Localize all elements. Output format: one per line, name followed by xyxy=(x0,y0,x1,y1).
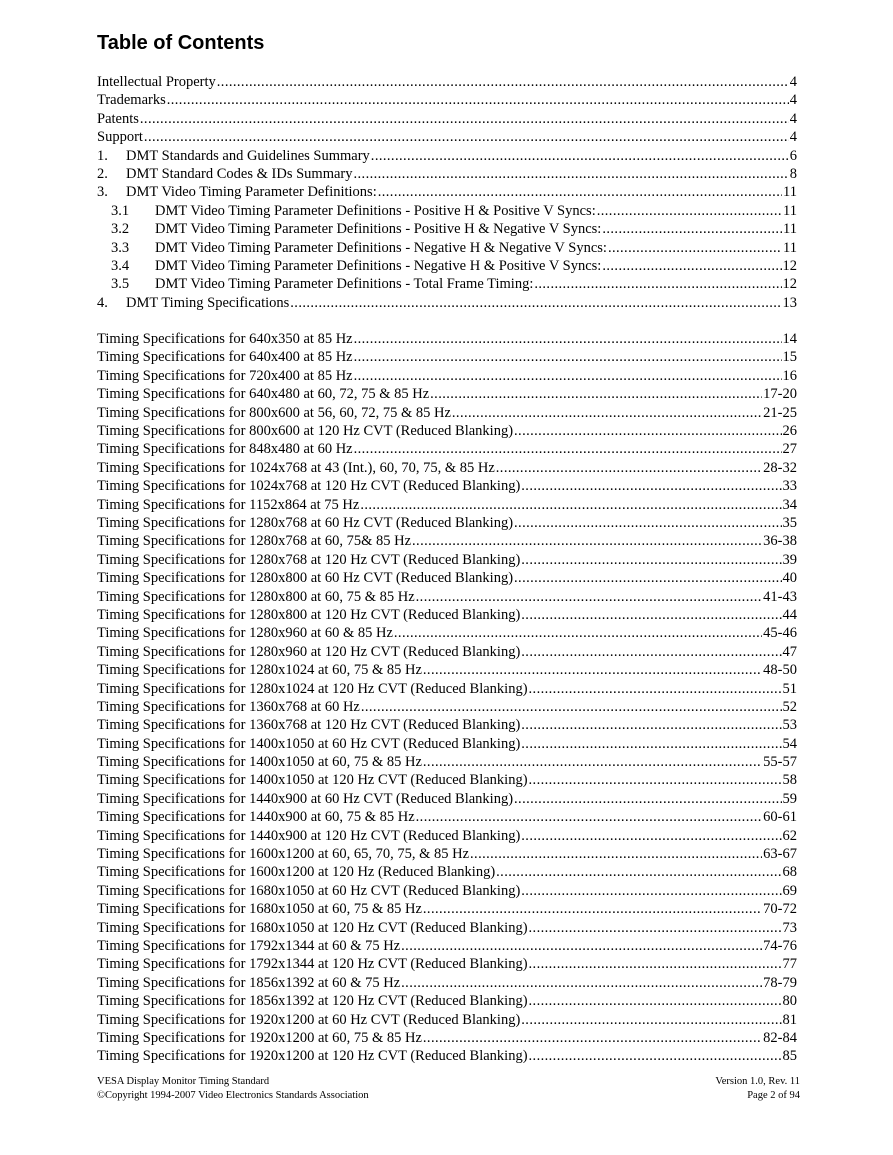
toc-entry-page: 39 xyxy=(782,551,797,568)
dot-leader xyxy=(416,808,763,826)
toc-entry-page: 81 xyxy=(782,1011,797,1028)
dot-leader xyxy=(529,919,782,937)
toc-entry[interactable] xyxy=(97,827,797,845)
dot-leader xyxy=(401,937,762,955)
dot-leader xyxy=(167,91,789,109)
section-gap xyxy=(97,312,797,330)
dot-leader xyxy=(401,974,762,992)
dot-leader xyxy=(423,1029,762,1047)
toc-entry-page: 69 xyxy=(782,882,797,899)
page-footer xyxy=(97,1075,800,1103)
toc-entry-label: Support xyxy=(97,129,143,146)
toc-entry-page: 55-57 xyxy=(763,754,797,771)
toc-entry-page: 59 xyxy=(782,790,797,807)
toc-entry-label: Timing Specifications for 1280x768 at 60, 75& 85 Hz xyxy=(97,533,412,550)
toc-entry-page: 74-76 xyxy=(763,937,797,954)
toc-entry-page: 14 xyxy=(782,331,797,348)
toc-entry-page: 4 xyxy=(789,74,797,90)
toc-entry-label: Timing Specifications for 1280x1024 at 60, 75 & 85 Hz xyxy=(97,662,422,679)
toc-entry-label: Timing Specifications for 1400x1050 at 60 Hz CVT (Reduced Blanking) xyxy=(97,735,521,752)
toc-entry[interactable] xyxy=(97,239,797,257)
toc-entry-page: 63-67 xyxy=(763,846,797,863)
dot-leader xyxy=(430,385,762,403)
toc-entry-label: Timing Specifications for 1280x768 at 60 Hz CVT (Reduced Blanking) xyxy=(97,514,514,531)
dot-leader xyxy=(496,459,762,477)
toc-entry-number: 3.1 xyxy=(111,202,130,219)
toc-entry-number: 3.3 xyxy=(111,239,130,256)
toc-entry[interactable] xyxy=(97,735,797,753)
toc-entry-page: 54 xyxy=(782,735,797,752)
toc-entry[interactable] xyxy=(97,128,797,146)
toc-entry-label: DMT Video Timing Parameter Definitions - Negative H & Negative V Syncs: xyxy=(155,239,607,256)
toc-entry-page: 12 xyxy=(782,276,797,293)
dot-leader xyxy=(602,220,782,238)
toc-entry[interactable] xyxy=(97,790,797,808)
toc-entry[interactable] xyxy=(97,294,797,312)
toc-entry-number: 1. xyxy=(97,147,108,164)
dot-leader xyxy=(529,1047,782,1065)
toc-entry-label: DMT Video Timing Parameter Definitions - Negative H & Positive V Syncs: xyxy=(155,257,602,274)
dot-leader xyxy=(361,698,782,716)
toc-entry-label: Timing Specifications for 1400x1050 at 60, 75 & 85 Hz xyxy=(97,754,422,771)
toc-entry-page: 34 xyxy=(782,496,797,513)
dot-leader xyxy=(529,955,782,973)
toc-entry-label: Timing Specifications for 720x400 at 85 Hz xyxy=(97,367,353,384)
toc-entry[interactable] xyxy=(97,496,797,514)
toc-entry[interactable] xyxy=(97,1011,797,1029)
toc-entry-page: 73 xyxy=(782,919,797,936)
toc-entry-label: Timing Specifications for 1440x900 at 60 Hz CVT (Reduced Blanking) xyxy=(97,790,514,807)
toc-entry-label: DMT Video Timing Parameter Definitions - Positive H & Positive V Syncs: xyxy=(155,202,596,219)
toc-entry-page: 26 xyxy=(782,423,797,440)
toc-entry[interactable] xyxy=(97,900,797,918)
dot-leader xyxy=(521,827,781,845)
dot-leader xyxy=(371,147,789,165)
toc-entry-page: 82-84 xyxy=(763,1029,797,1046)
toc-entry[interactable] xyxy=(97,588,797,606)
toc-entry-label: Timing Specifications for 1280x960 at 60 & 85 Hz xyxy=(97,625,393,642)
toc-entry-page: 4 xyxy=(789,92,797,109)
toc-entry[interactable] xyxy=(97,514,797,532)
toc-entry[interactable] xyxy=(97,348,797,366)
toc-entry[interactable] xyxy=(97,257,797,275)
toc-entry-label: DMT Video Timing Parameter Definitions - Positive H & Negative V Syncs: xyxy=(155,221,602,238)
dot-leader xyxy=(496,863,781,881)
toc-entry-label: Timing Specifications for 1856x1392 at 120 Hz CVT (Reduced Blanking) xyxy=(97,993,528,1010)
toc-entry-page: 70-72 xyxy=(763,901,797,918)
toc-entry-label: Timing Specifications for 1600x1200 at 120 Hz (Reduced Blanking) xyxy=(97,864,496,881)
toc-entry[interactable] xyxy=(97,919,797,937)
toc-entry[interactable] xyxy=(97,404,797,422)
toc-entry-page: 33 xyxy=(782,478,797,495)
toc-entry-label: Timing Specifications for 1920x1200 at 120 Hz CVT (Reduced Blanking) xyxy=(97,1048,528,1065)
table-of-contents xyxy=(97,73,797,1066)
toc-entry-page: 80 xyxy=(782,993,797,1010)
toc-entry-number: 3.2 xyxy=(111,221,130,238)
toc-entry[interactable] xyxy=(97,771,797,789)
toc-entry-page: 28-32 xyxy=(763,459,797,476)
toc-entry[interactable] xyxy=(97,643,797,661)
toc-entry-page: 11 xyxy=(783,184,797,201)
toc-entry-page: 13 xyxy=(782,294,797,311)
toc-entry-page: 11 xyxy=(783,221,797,238)
toc-entry[interactable] xyxy=(97,680,797,698)
toc-entry[interactable] xyxy=(97,661,797,679)
toc-entry-label: Timing Specifications for 1280x960 at 120 Hz CVT (Reduced Blanking) xyxy=(97,643,521,660)
toc-entry-page: 4 xyxy=(789,129,797,146)
toc-entry-page: 60-61 xyxy=(763,809,797,826)
toc-entry-label: Timing Specifications for 1280x768 at 120 Hz CVT (Reduced Blanking) xyxy=(97,551,521,568)
toc-entry-page: 17-20 xyxy=(763,386,797,403)
dot-leader xyxy=(534,275,781,293)
dot-leader xyxy=(354,348,782,366)
toc-entry[interactable] xyxy=(97,91,797,109)
toc-entry[interactable] xyxy=(97,698,797,716)
toc-entry-label: Timing Specifications for 1400x1050 at 120 Hz CVT (Reduced Blanking) xyxy=(97,772,528,789)
dot-leader xyxy=(521,477,781,495)
toc-entry-label: Intellectual Property xyxy=(97,74,216,90)
toc-entry[interactable] xyxy=(97,385,797,403)
toc-entry-page: 16 xyxy=(782,367,797,384)
toc-entry[interactable] xyxy=(97,808,797,826)
toc-entry-label: Trademarks xyxy=(97,92,166,109)
toc-entry[interactable] xyxy=(97,882,797,900)
dot-leader xyxy=(608,239,782,257)
toc-entry-page: 35 xyxy=(782,514,797,531)
dot-leader xyxy=(521,1011,781,1029)
toc-entry-page: 40 xyxy=(782,570,797,587)
toc-entry-label: Timing Specifications for 640x480 at 60, 72, 75 & 85 Hz xyxy=(97,386,430,403)
toc-entry[interactable] xyxy=(97,147,797,165)
dot-leader xyxy=(514,514,781,532)
toc-entry-number: 2. xyxy=(97,165,108,182)
dot-leader xyxy=(416,588,763,606)
footer-document-name: VESA Display Monitor Timing Standard xyxy=(97,1076,270,1087)
dot-leader xyxy=(354,440,782,458)
toc-entry[interactable] xyxy=(97,220,797,238)
toc-entry[interactable] xyxy=(97,330,797,348)
toc-entry-label: Timing Specifications for 640x350 at 85 Hz xyxy=(97,331,353,348)
toc-entry-number: 3.5 xyxy=(111,276,130,293)
toc-entry-label: Timing Specifications for 1440x900 at 120 Hz CVT (Reduced Blanking) xyxy=(97,827,521,844)
toc-entry[interactable] xyxy=(97,937,797,955)
toc-entry-label: Timing Specifications for 1360x768 at 120 Hz CVT (Reduced Blanking) xyxy=(97,717,521,734)
toc-entry-page: 48-50 xyxy=(763,662,797,679)
dot-leader xyxy=(514,569,781,587)
toc-entry-label: Timing Specifications for 800x600 at 120 Hz CVT (Reduced Blanking) xyxy=(97,423,514,440)
toc-entry[interactable] xyxy=(97,183,797,201)
toc-entry[interactable] xyxy=(97,606,797,624)
toc-entry[interactable] xyxy=(97,73,797,91)
dot-leader xyxy=(521,882,781,900)
page-title: Table of Contents xyxy=(97,32,265,54)
dot-leader xyxy=(144,128,789,146)
dot-leader xyxy=(521,735,781,753)
toc-entry-page: 47 xyxy=(782,643,797,660)
toc-entry[interactable] xyxy=(97,532,797,550)
toc-entry[interactable] xyxy=(97,716,797,734)
toc-entry-page: 15 xyxy=(782,349,797,366)
toc-entry-page: 11 xyxy=(783,202,797,219)
toc-entry-page: 77 xyxy=(782,956,797,973)
toc-entry-label: Patents xyxy=(97,110,139,127)
dot-leader xyxy=(521,606,781,624)
dot-leader xyxy=(521,643,781,661)
toc-entry[interactable] xyxy=(97,569,797,587)
dot-leader xyxy=(521,716,781,734)
toc-entry[interactable] xyxy=(97,110,797,128)
dot-leader xyxy=(412,532,762,550)
toc-entry[interactable] xyxy=(97,1029,797,1047)
footer-line-2 xyxy=(97,1089,800,1103)
toc-entry-label: Timing Specifications for 1024x768 at 43 (Int.), 60, 70, 75, & 85 Hz xyxy=(97,459,495,476)
toc-entry-label: Timing Specifications for 1024x768 at 120 Hz CVT (Reduced Blanking) xyxy=(97,478,521,495)
dot-leader xyxy=(423,753,762,771)
toc-entry[interactable] xyxy=(97,165,797,183)
toc-entry-label: Timing Specifications for 1920x1200 at 60, 75 & 85 Hz xyxy=(97,1029,422,1046)
footer-copyright: ©Copyright 1994-2007 Video Electronics Standards Association xyxy=(97,1090,369,1101)
toc-entry-label: Timing Specifications for 800x600 at 56, 60, 72, 75 & 85 Hz xyxy=(97,404,451,421)
sections-list xyxy=(97,73,797,312)
dot-leader xyxy=(597,202,782,220)
toc-entry-page: 21-25 xyxy=(763,404,797,421)
dot-leader xyxy=(529,680,782,698)
toc-entry-page: 52 xyxy=(782,698,797,715)
toc-entry-label: DMT Video Timing Parameter Definitions - Total Frame Timing: xyxy=(155,276,534,293)
toc-entry-number: 3.4 xyxy=(111,257,130,274)
toc-entry[interactable] xyxy=(97,624,797,642)
toc-entry-page: 78-79 xyxy=(763,974,797,991)
footer-page-number: Page 2 of 94 xyxy=(747,1090,800,1101)
toc-entry[interactable] xyxy=(97,459,797,477)
toc-entry-label: DMT Standard Codes & IDs Summary xyxy=(126,165,353,182)
toc-entry-page: 62 xyxy=(782,827,797,844)
toc-entry-page: 6 xyxy=(789,147,797,164)
dot-leader xyxy=(354,165,789,183)
dot-leader xyxy=(360,496,781,514)
toc-entry-label: DMT Timing Specifications xyxy=(126,294,290,311)
dot-leader xyxy=(394,624,762,642)
toc-entry[interactable] xyxy=(97,845,797,863)
toc-entry-label: Timing Specifications for 848x480 at 60 Hz xyxy=(97,441,353,458)
toc-entry-label: Timing Specifications for 1280x800 at 60, 75 & 85 Hz xyxy=(97,588,415,605)
toc-entry[interactable] xyxy=(97,275,797,293)
dot-leader xyxy=(423,661,762,679)
toc-entry-label: Timing Specifications for 1680x1050 at 60 Hz CVT (Reduced Blanking) xyxy=(97,882,521,899)
toc-entry-number: 4. xyxy=(97,294,108,311)
toc-entry[interactable] xyxy=(97,477,797,495)
toc-entry-label: Timing Specifications for 1360x768 at 60 Hz xyxy=(97,698,360,715)
toc-entry-label: Timing Specifications for 1920x1200 at 60 Hz CVT (Reduced Blanking) xyxy=(97,1011,521,1028)
toc-entry-label: DMT Video Timing Parameter Definitions: xyxy=(126,184,377,201)
dot-leader xyxy=(529,771,782,789)
dot-leader xyxy=(290,294,781,312)
toc-entry-page: 58 xyxy=(782,772,797,789)
toc-entry-label: Timing Specifications for 1280x800 at 120 Hz CVT (Reduced Blanking) xyxy=(97,606,521,623)
timing-specifications-list xyxy=(97,330,797,1066)
dot-leader xyxy=(470,845,762,863)
toc-entry-page: 51 xyxy=(782,680,797,697)
toc-entry[interactable] xyxy=(97,974,797,992)
toc-entry-label: Timing Specifications for 1440x900 at 60, 75 & 85 Hz xyxy=(97,809,415,826)
dot-leader xyxy=(521,551,781,569)
toc-entry-label: Timing Specifications for 1792x1344 at 60 & 75 Hz xyxy=(97,937,401,954)
toc-entry[interactable] xyxy=(97,202,797,220)
toc-entry-label: Timing Specifications for 1600x1200 at 60, 65, 70, 75, & 85 Hz xyxy=(97,846,470,863)
dot-leader xyxy=(423,900,762,918)
toc-entry[interactable] xyxy=(97,422,797,440)
dot-leader xyxy=(378,183,782,201)
toc-entry-page: 4 xyxy=(789,110,797,127)
toc-entry-label: Timing Specifications for 1280x800 at 60 Hz CVT (Reduced Blanking) xyxy=(97,570,514,587)
dot-leader xyxy=(602,257,781,275)
toc-entry-page: 41-43 xyxy=(763,588,797,605)
toc-entry[interactable] xyxy=(97,753,797,771)
toc-entry-page: 44 xyxy=(782,606,797,623)
toc-entry-page: 27 xyxy=(782,441,797,458)
footer-version: Version 1.0, Rev. 11 xyxy=(715,1076,800,1087)
toc-entry[interactable] xyxy=(97,1047,797,1065)
dot-leader xyxy=(354,330,782,348)
toc-entry-number: 3. xyxy=(97,184,108,201)
toc-entry-page: 45-46 xyxy=(763,625,797,642)
toc-entry[interactable] xyxy=(97,551,797,569)
dot-leader xyxy=(354,367,782,385)
toc-entry-label: Timing Specifications for 1792x1344 at 120 Hz CVT (Reduced Blanking) xyxy=(97,956,528,973)
toc-entry-page: 8 xyxy=(789,165,797,182)
toc-entry-label: Timing Specifications for 1856x1392 at 60 & 75 Hz xyxy=(97,974,401,991)
toc-entry-page: 53 xyxy=(782,717,797,734)
toc-entry-label: Timing Specifications for 1680x1050 at 120 Hz CVT (Reduced Blanking) xyxy=(97,919,528,936)
toc-entry-page: 11 xyxy=(783,239,797,256)
dot-leader xyxy=(217,73,789,91)
footer-line-1 xyxy=(97,1075,800,1089)
toc-entry[interactable] xyxy=(97,440,797,458)
dot-leader xyxy=(514,790,781,808)
toc-entry-label: Timing Specifications for 1152x864 at 75 Hz xyxy=(97,496,360,513)
dot-leader xyxy=(452,404,762,422)
toc-entry-page: 68 xyxy=(782,864,797,881)
toc-entry-page: 12 xyxy=(782,257,797,274)
toc-entry-label: Timing Specifications for 1280x1024 at 120 Hz CVT (Reduced Blanking) xyxy=(97,680,528,697)
toc-entry-page: 36-38 xyxy=(763,533,797,550)
dot-leader xyxy=(529,992,782,1010)
toc-entry-label: Timing Specifications for 640x400 at 85 Hz xyxy=(97,349,353,366)
toc-entry[interactable] xyxy=(97,992,797,1010)
toc-entry[interactable] xyxy=(97,367,797,385)
dot-leader xyxy=(514,422,781,440)
toc-entry-page: 85 xyxy=(782,1048,797,1065)
toc-entry[interactable] xyxy=(97,863,797,881)
toc-entry[interactable] xyxy=(97,955,797,973)
toc-entry-label: Timing Specifications for 1680x1050 at 60, 75 & 85 Hz xyxy=(97,901,422,918)
dot-leader xyxy=(140,110,789,128)
toc-entry-label: DMT Standards and Guidelines Summary xyxy=(126,147,370,164)
